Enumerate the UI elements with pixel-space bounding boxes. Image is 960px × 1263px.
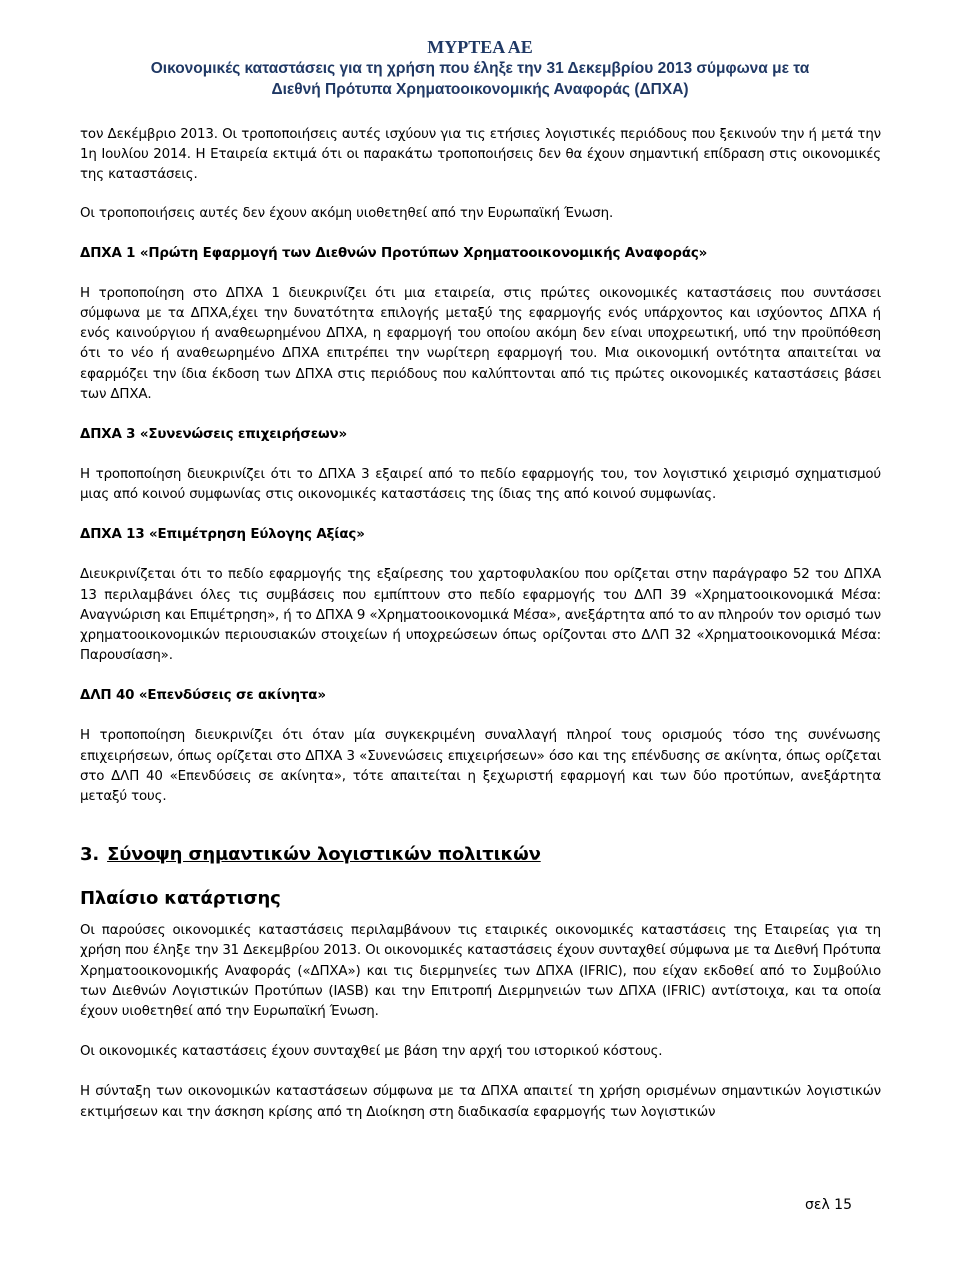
basis-of-preparation-heading: Πλαίσιο κατάρτισης [80,888,281,910]
section-3-title [80,843,881,867]
section-3-title-text: Σύνοψη σημαντικών λογιστικών πολιτικών [107,844,541,866]
page-header [60,36,900,100]
ifrs3-paragraph: Η τροποποίηση διευκρινίζει ότι το ΔΠΧΑ 3 εξαιρεί από το πεδίο εφαρμογής του, τον λογιστικό χειρισμό σχηματισμού μιας από κοινού συμφωνίας στις οικονομικές καταστάσεις της ίδιας της από κοινού συμφωνίας. [80,467,881,503]
report-title-line-1: Οικονομικές καταστάσεις για τη χρήση που έληξε την 31 Δεκεμβρίου 2013 σύμφωνα με τα [150,60,810,77]
ifrs13-heading: ΔΠΧΑ 13 «Επιμέτρηση Εύλογης Αξίας» [80,527,365,543]
intro-paragraph: τον Δεκέμβριο 2013. Οι τροποποιήσεις αυτές ισχύουν για τις ετήσιες λογιστικές περιόδους που ξεκινούν την ή μετά την 1η Ιουλίου 2014. Η Εταιρεία εκτιμά ότι οι παρακάτω τροποποιήσεις δεν θα έχουν σημαντική επίδραση στις οικονομικές της καταστάσεις. [80,127,881,183]
company-name: ΜΥΡΤΕΑ ΑΕ [427,37,533,57]
not-adopted-paragraph: Οι τροποποιήσεις αυτές δεν έχουν ακόμη υιοθετηθεί από την Ευρωπαϊκή Ένωση. [80,205,614,221]
ifrs1-heading: ΔΠΧΑ 1 «Πρώτη Εφαρμογή των Διεθνών Προτύπων Χρηματοοικονομικής Αναφοράς» [80,245,708,261]
ifrs13-paragraph: Διευκρινίζεται ότι το πεδίο εφαρμογής της εξαίρεσης του χαρτοφυλακίου που ορίζεται στην παράγραφο 52 του ΔΠΧΑ 13 περιλαμβάνει όλες τις συμβάσεις που εμπίπτουν στο πεδίο εφαρμογής του ΔΛΠ 39 «Χρηματοοικονομικά Μέσα: Αναγνώριση και Επιμέτρηση», ή το ΔΠΧΑ 9 «Χρηματοοικονομικά Μέσα», ανεξάρτητα από το αν πληρούν τον ορισμό των χρηματοοικονομικών περιουσιακών στοιχείων ή υποχρεώσεων όπως ορίζονται στο ΔΛΠ 32 «Χρηματοοικονομικά Μέσα: Παρουσίαση». [80,567,881,664]
ias40-heading: ΔΛΠ 40 «Επενδύσεις σε ακίνητα» [80,688,326,704]
section-3-number: 3. [80,844,100,866]
ifrs1-paragraph: Η τροποποίηση στο ΔΠΧΑ 1 διευκρινίζει ότι μια εταιρεία, στις πρώτες οικονομικές καταστάσεις που συντάσσει σύμφωνα με τα ΔΠΧΑ,έχει την δυνατότητα επιλογής μεταξύ της εφαρμογής ενός υπάρχοντος και ισχύοντος ΔΠΧΑ ή ενός καινούργιου ή αναθεωρημένου ΔΠΧΑ, η εφαρμογή του οποίου ακόμη δεν είναι υποχρεωτική, υπό την προϋπόθεση ότι το νέο ή αναθεωρημένο ΔΠΧΑ επιτρέπει την νωρίτερη εφαρμογή του. Μια οικονομική οντότητα απαιτείται να εφαρμόζει την ίδια έκδοση των ΔΠΧΑ στις περιόδους που καλύπτονται από τις πρώτες οικονομικές καταστάσεις βάσει των ΔΠΧΑ. [80,285,881,402]
page-number: σελ 15 [805,1197,852,1213]
basis-paragraph-3: Η σύνταξη των οικονομικών καταστάσεων σύμφωνα με τα ΔΠΧΑ απαιτεί τη χρήση ορισμένων σημαντικών λογιστικών εκτιμήσεων και την άσκηση κρίσης από τη Διοίκηση στη διαδικασία εφαρμογής των λογιστικών [80,1084,881,1120]
basis-paragraph-2: Οι οικονομικές καταστάσεις έχουν συνταχθεί με βάση την αρχή του ιστορικού κόστους. [80,1044,663,1060]
page-body [80,125,881,1123]
ias40-paragraph: Η τροποποίηση διευκρινίζει ότι όταν μία συγκεκριμένη συναλλαγή πληροί τους ορισμούς τόσο της συνένωσης επιχειρήσεων, όπως ορίζεται στο ΔΠΧΑ 3 «Συνενώσεις επιχειρήσεων» όσο και της επένδυσης σε ακίνητα, όπως ορίζεται στο ΔΛΠ 40 «Επενδύσεις σε ακίνητα», τότε απαιτείται η ξεχωριστή εφαρμογή και των δύο προτύπων, ανεξάρτητα μεταξύ τους. [80,728,881,805]
ifrs3-heading: ΔΠΧΑ 3 «Συνενώσεις επιχειρήσεων» [80,427,347,443]
basis-paragraph-1: Οι παρούσες οικονομικές καταστάσεις περιλαμβάνουν τις εταιρικές οικονομικές καταστάσεις της Εταιρείας για τη χρήση που έληξε την 31 Δεκεμβρίου 2013. Οι οικονομικές καταστάσεις έχουν συνταχθεί σύμφωνα με τα Διεθνή Πρότυπα Χρηματοοικονομικής Αναφοράς («ΔΠΧΑ») και τις διερμηνείες των ΔΠΧΑ (IFRIC), που είχαν εκδοθεί από το Συμβούλιο των Διεθνών Λογιστικών Προτύπων (IASB) και την Επιτροπή Διερμηνειών των ΔΠΧΑ (IFRIC) αντίστοιχα, και τα οποία έχουν υιοθετηθεί από την Ευρωπαϊκή Ένωση. [80,923,881,1020]
report-title-line-2: Διεθνή Πρότυπα Χρηματοοικονομικής Αναφοράς (ΔΠΧΑ) [271,81,689,98]
